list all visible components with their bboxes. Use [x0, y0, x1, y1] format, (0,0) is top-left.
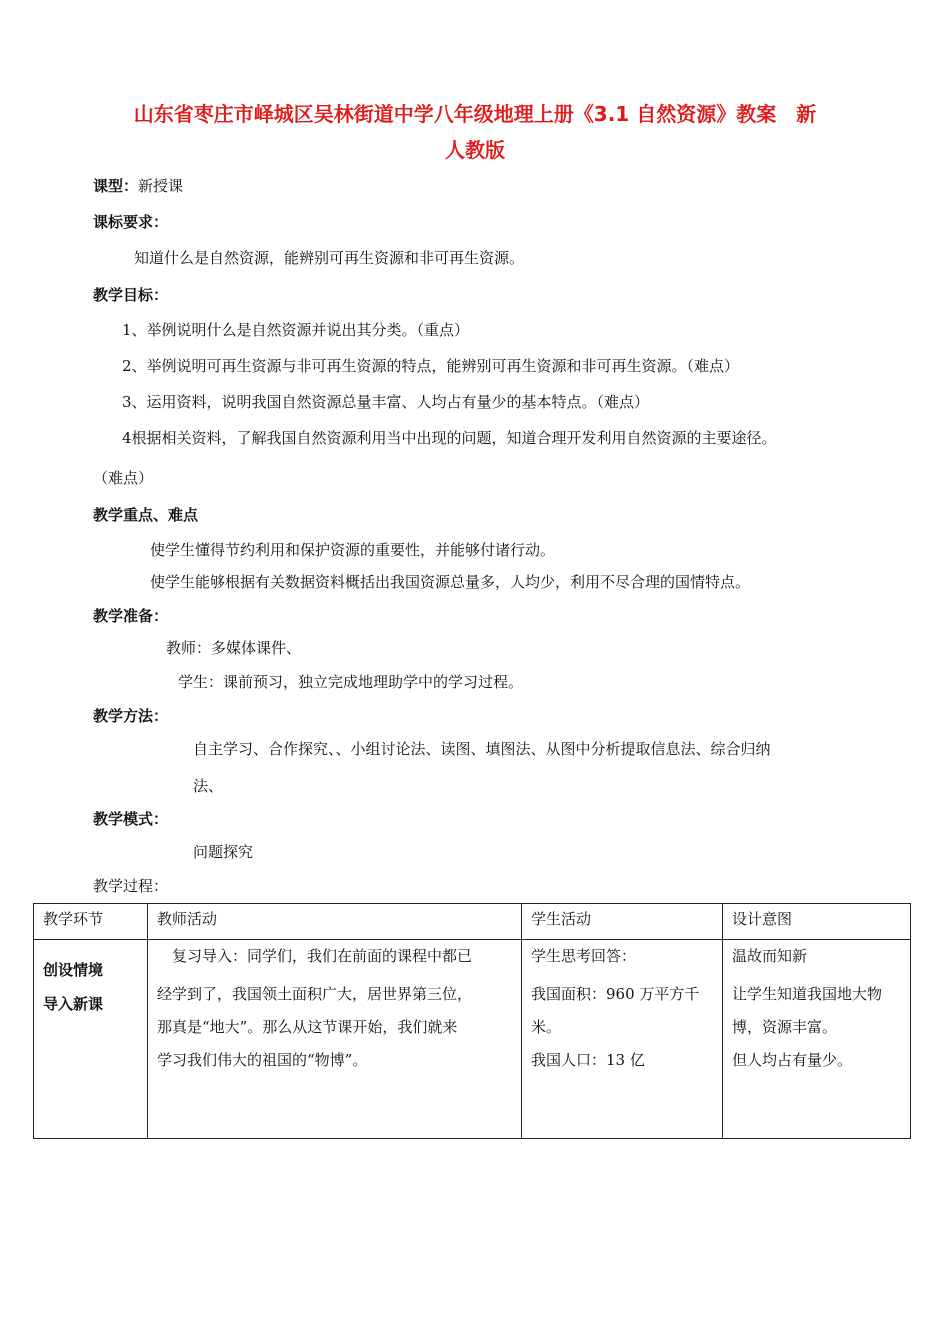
header-student-activity: 学生活动: [522, 904, 723, 940]
intent-line-4: 但人均占有量少。: [732, 1051, 853, 1069]
intent-line-2: 让学生知道我国地大物: [732, 985, 883, 1003]
process-table: [33, 903, 911, 1139]
header-design-intent: 设计意图: [723, 904, 911, 940]
stage-line-2: 导入新课: [43, 995, 104, 1013]
objective-item-4-continued: （难点）: [93, 469, 154, 487]
standard-label: 课标要求：: [93, 213, 169, 231]
objective-item-3: 3、运用资料，说明我国自然资源总量丰富、人均占有量少的基本特点。（难点）: [122, 393, 650, 411]
preparation-student: 学生：课前预习，独立完成地理助学中的学习过程。: [178, 673, 524, 691]
student-line-2: 我国面积：960 万平方千: [531, 985, 700, 1003]
preparation-teacher: 教师：多媒体课件、: [166, 639, 302, 657]
table-row: [34, 940, 911, 1139]
process-label: 教学过程：: [93, 877, 169, 895]
table-header-row: [34, 904, 911, 940]
objective-item-4: 4根据相关资料，了解我国自然资源利用当中出现的问题，知道合理开发利用自然资源的主要途径。: [122, 429, 777, 447]
intent-line-3: 博，资源丰富。: [732, 1018, 838, 1036]
methods-line-1: 自主学习、合作探究、、小组讨论法、读图、填图法、从图中分析提取信息法、综合归纳: [193, 740, 771, 758]
cell-stage: [34, 940, 148, 1139]
course-type-label: 课型：: [93, 177, 139, 195]
methods-line-2: 法、: [193, 777, 224, 795]
key-point-1: 使学生懂得节约利用和保护资源的重要性，并能够付诸行动。: [150, 541, 556, 559]
objectives-label: 教学目标：: [93, 286, 169, 304]
mode-label: 教学模式：: [93, 810, 169, 828]
mode-value: 问题探究: [193, 843, 254, 861]
preparation-label: 教学准备：: [93, 607, 169, 625]
document-title: [60, 96, 890, 168]
methods-label: 教学方法：: [93, 707, 169, 725]
cell-teacher-activity: [148, 940, 522, 1139]
student-line-3: 米。: [531, 1018, 562, 1036]
key-point-2: 使学生能够根据有关数据资料概括出我国资源总量多，人均少，利用不尽合理的国情特点。: [150, 573, 751, 591]
cell-student-activity: [522, 940, 723, 1139]
standard-text: 知道什么是自然资源，能辨别可再生资源和非可再生资源。: [134, 249, 525, 267]
objective-item-1: 1、举例说明什么是自然资源并说出其分类。（重点）: [122, 321, 470, 339]
teacher-line-3: 那真是“地大”。那么从这节课开始，我们就来: [157, 1018, 458, 1036]
header-teacher-activity: 教师活动: [148, 904, 522, 940]
cell-design-intent: [723, 940, 911, 1139]
stage-line-1: 创设情境: [43, 961, 104, 979]
title-line-2: 人教版: [445, 138, 505, 162]
course-type-row: [93, 176, 183, 196]
teacher-line-1: 复习导入：同学们，我们在前面的课程中都已: [157, 947, 473, 965]
student-line-4: 我国人口：13 亿: [531, 1051, 645, 1069]
objective-item-2: 2、举例说明可再生资源与非可再生资源的特点，能辨别可再生资源和非可再生资源。（难点）: [122, 357, 740, 375]
title-line-1: 山东省枣庄市峄城区吴林街道中学八年级地理上册《3.1 自然资源》教案 新: [133, 102, 817, 126]
teacher-line-4: 学习我们伟大的祖国的“物博”。: [157, 1051, 368, 1069]
header-stage: 教学环节: [34, 904, 148, 940]
intent-line-1: 温故而知新: [732, 947, 808, 965]
teacher-line-2: 经学到了，我国领土面积广大，居世界第三位，: [157, 985, 473, 1003]
student-line-1: 学生思考回答：: [531, 947, 637, 965]
course-type-value: 新授课: [138, 177, 184, 195]
key-points-label: 教学重点、难点: [93, 506, 199, 524]
